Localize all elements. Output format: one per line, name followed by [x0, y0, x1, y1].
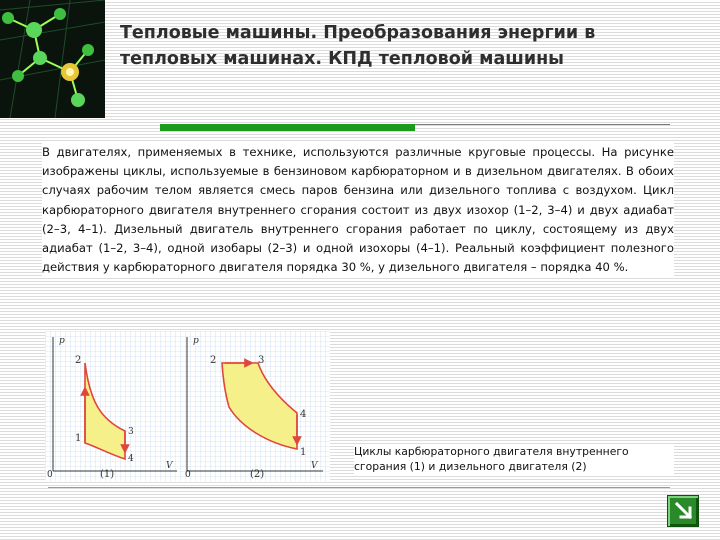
figure-caption: Циклы карбюраторного двигателя внутреннего сгорания (1) и дизельного двигателя (2) — [354, 444, 674, 474]
diagram2-axis-p-label: p — [193, 336, 199, 346]
diagram1-caption-number: (1) — [100, 469, 115, 480]
diesel-cycle-diagram — [183, 331, 330, 481]
diagram1-point-4: 4 — [128, 454, 134, 464]
slide-title: Тепловые машины. Преобразования энергии в тепловых машинах. КПД тепловой машины — [120, 23, 596, 69]
diagram2-axis-v-label: V — [311, 461, 318, 471]
diagram2-origin-label: 0 — [185, 470, 191, 480]
diagram1-point-2: 2 — [75, 355, 82, 366]
diagram1-origin-label: 0 — [47, 470, 53, 480]
diagram1-axis-p-label: p — [59, 336, 65, 346]
diagram2-point-3: 3 — [258, 355, 265, 366]
pv-cycles-figure — [45, 331, 330, 481]
next-slide-button[interactable] — [667, 495, 699, 527]
diagram2-caption-number: (2) — [250, 469, 265, 480]
molecule-decoration-image — [0, 0, 105, 118]
title-accent-bar — [160, 124, 415, 131]
diagram1-axis-v-label: V — [166, 461, 173, 471]
diagram2-point-1: 1 — [300, 447, 307, 458]
diagram2-point-4: 4 — [300, 409, 307, 420]
slide-body-text: В двигателях, применяемых в технике, используются различные круговые процессы. На рисунке изображены циклы, используемые в бензиновом карбюраторном и в дизельном двигателях. В обоих случаях рабочим телом является смесь паров бензина или дизельного топлива с воздухом. Цикл карбюраторного двигателя внутреннего сгорания состоит из двух изохор (1–2, 3–4) и двух адиабат (2–3, 4–1). Дизельный двигатель внутреннего сгорания работает по циклу, состоящему из двух адиабат (1–2, 3–4), одной изобары (2–3) и одной изохоры (4–1). Реальный коэффициент полезного действия у карбюраторного двигателя порядка 30 %, у дизельного двигателя – порядка 40 %. — [42, 143, 674, 277]
diagram1-point-1: 1 — [75, 433, 82, 444]
footer-divider — [48, 487, 670, 488]
diagram2-point-2: 2 — [210, 355, 217, 366]
diagram1-point-3: 3 — [128, 427, 134, 437]
diagram1-grid — [45, 331, 183, 481]
next-slide-arrow-icon — [671, 499, 695, 523]
carburetor-cycle-diagram — [45, 331, 183, 481]
